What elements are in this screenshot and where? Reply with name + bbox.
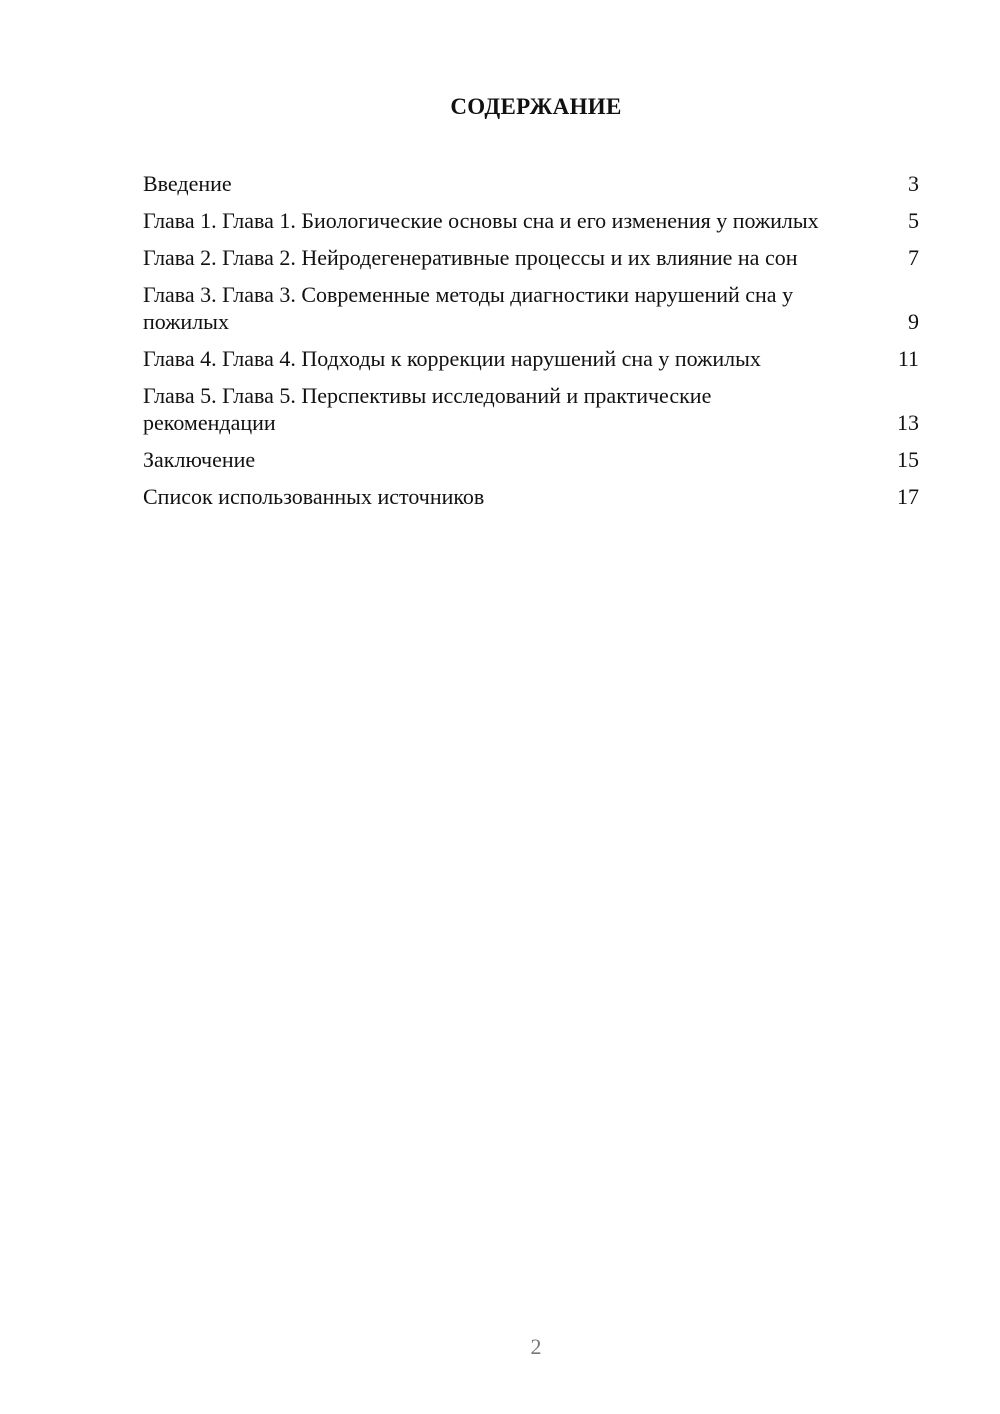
toc-entry-chapter-4 — [143, 345, 919, 372]
toc-entry-references — [143, 483, 919, 510]
toc-entry-page: 15 — [897, 447, 919, 472]
toc-entry-label: Список использованных источников — [143, 484, 485, 509]
toc-entry-page: 11 — [897, 346, 919, 371]
toc-title: СОДЕРЖАНИЕ — [450, 94, 622, 119]
toc-entry-label: Глава 5. Глава 5. Перспективы исследований и практические рекомендации — [143, 383, 712, 435]
toc-entry-chapter-5 — [143, 382, 919, 436]
toc-entry-label: Глава 4. Глава 4. Подходы к коррекции нарушений сна у пожилых — [143, 346, 761, 371]
toc-entry-label: Глава 3. Глава 3. Современные методы диагностики нарушений сна у пожилых — [143, 282, 794, 334]
toc-entry-label: Глава 1. Глава 1. Биологические основы сна и его изменения у пожилых — [143, 208, 819, 233]
toc-entry-page: 5 — [908, 208, 919, 233]
toc-entry-page: 13 — [897, 410, 919, 435]
page-number: 2 — [530, 1334, 542, 1359]
toc-entry-label: Введение — [143, 171, 232, 196]
toc-entry-chapter-2 — [143, 244, 919, 271]
toc-entry-page: 7 — [908, 245, 919, 270]
toc-entry-label: Заключение — [143, 447, 256, 472]
toc-entry-chapter-1 — [143, 207, 919, 234]
toc-entry-page: 17 — [897, 484, 919, 509]
toc-entry-conclusion — [143, 446, 919, 473]
toc-entry-page: 3 — [908, 171, 919, 196]
toc-entry-page: 9 — [908, 309, 919, 334]
toc-entry-chapter-3 — [143, 281, 919, 335]
toc-entry-introduction — [143, 170, 919, 197]
toc-entry-label: Глава 2. Глава 2. Нейродегенеративные процессы и их влияние на сон — [143, 245, 798, 270]
table-of-contents — [143, 170, 919, 520]
